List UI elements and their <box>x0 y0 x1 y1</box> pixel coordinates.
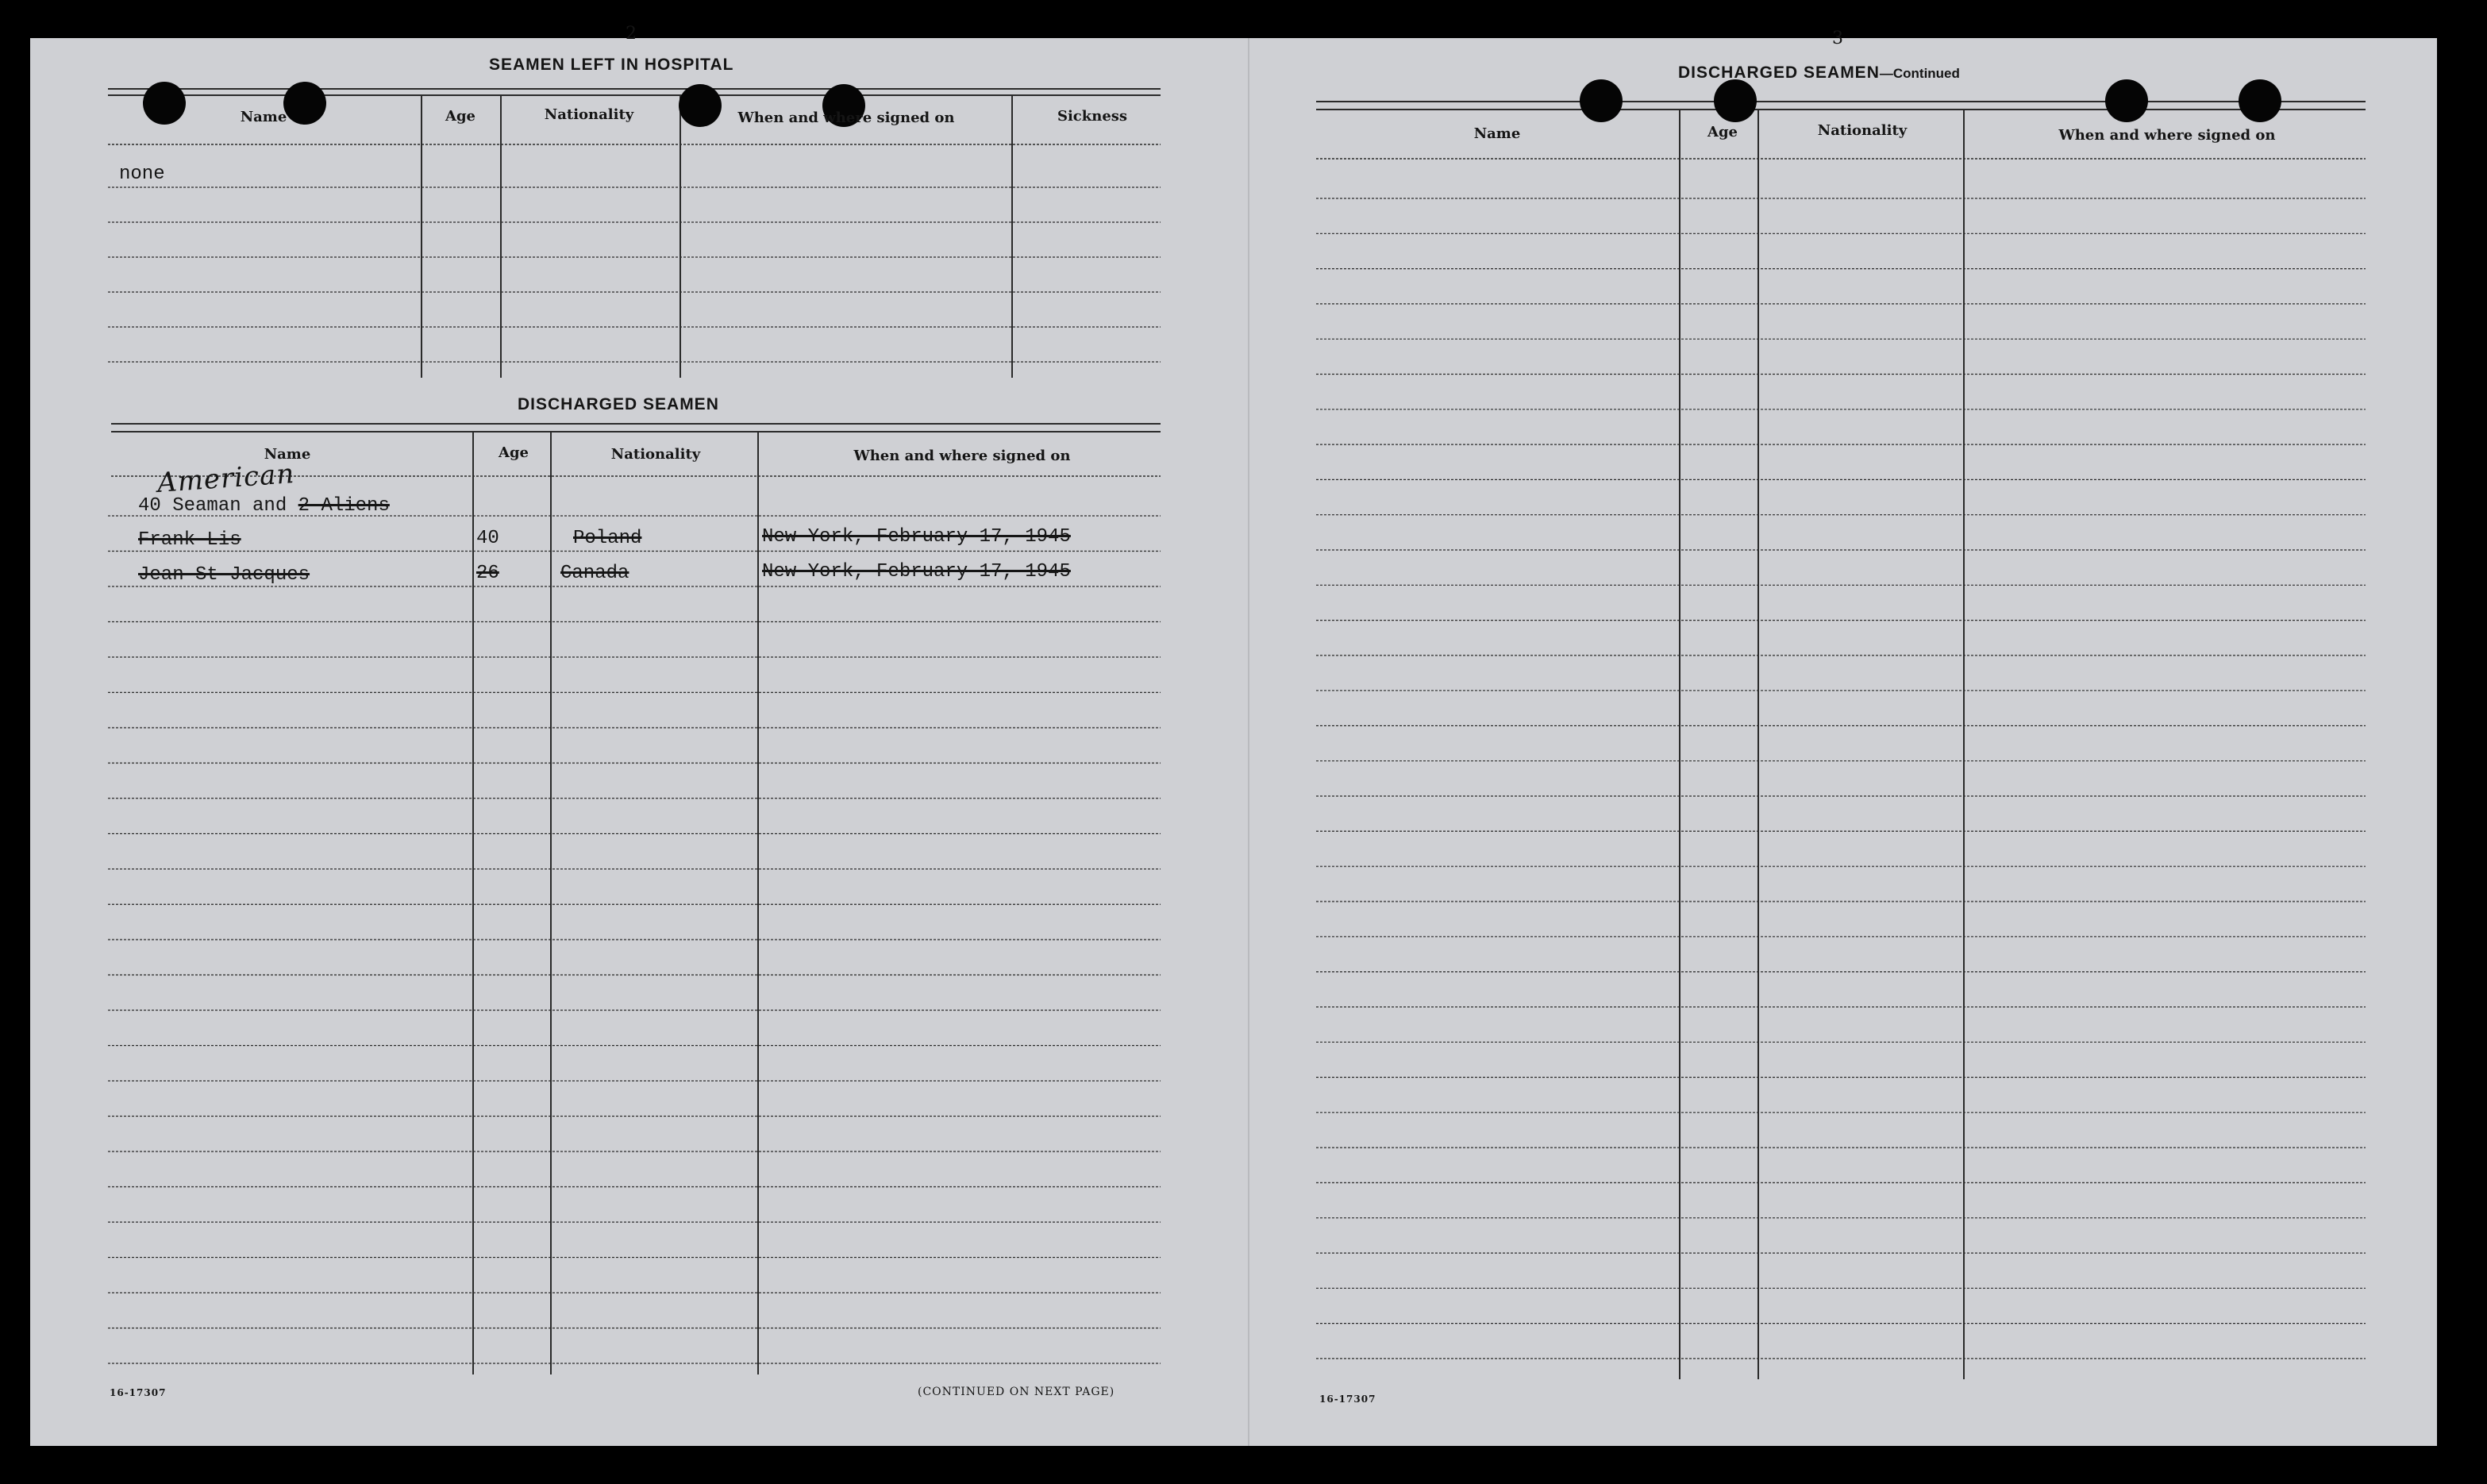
seaman-age: 40 <box>476 528 499 549</box>
column-header-name: Name <box>264 446 311 463</box>
column-header-nationality: Nationality <box>610 446 701 463</box>
column-header-name: Name <box>240 109 287 125</box>
handwritten-note: American <box>156 458 296 499</box>
form-code: 16-17307 <box>110 1387 167 1398</box>
column-header-when-where: When and where signed on <box>2058 127 2276 144</box>
column-header-sickness: Sickness <box>1057 108 1128 125</box>
column-header-age: Age <box>1707 124 1738 140</box>
punch-hole <box>143 82 186 125</box>
continued-note: (CONTINUED ON NEXT PAGE) <box>918 1386 1115 1398</box>
page-number: 2 <box>626 24 637 44</box>
column-header-name: Name <box>1473 125 1521 142</box>
punch-hole <box>1580 79 1623 122</box>
seaman-nationality: Canada <box>560 563 629 584</box>
crew-summary <box>138 495 390 517</box>
seaman-signed-on: New York, February 17, 1945 <box>762 526 1071 548</box>
punch-hole <box>1714 79 1757 122</box>
section-title <box>1678 63 1960 83</box>
column-header-age: Age <box>445 108 476 125</box>
column-header-nationality: Nationality <box>544 106 634 123</box>
seaman-nationality: Poland <box>573 528 642 549</box>
seaman-age: 26 <box>476 563 499 584</box>
crew-summary-prefix: 40 Seaman and <box>138 495 287 517</box>
punch-hole <box>283 82 326 125</box>
section-title-main: DISCHARGED SEAMEN <box>1678 63 1880 82</box>
punch-hole <box>679 84 722 127</box>
punch-hole <box>2105 79 2148 122</box>
column-header-when-where: When and where signed on <box>853 448 1071 464</box>
seaman-name: Jean St Jacques <box>138 564 310 586</box>
form-code: 16-17307 <box>1319 1394 1376 1405</box>
seaman-name: Frank Lis <box>138 529 241 551</box>
section-title: DISCHARGED SEAMEN <box>518 395 719 413</box>
section-title: SEAMEN LEFT IN HOSPITAL <box>489 56 734 74</box>
crew-summary-struck: 2 Aliens <box>298 495 390 517</box>
section-title-suffix: —Continued <box>1879 66 1960 81</box>
punch-hole <box>2239 79 2281 122</box>
column-header-nationality: Nationality <box>1817 122 1908 139</box>
hospital-entry: none <box>119 163 165 185</box>
seaman-signed-on: New York, February 17, 1945 <box>762 561 1071 582</box>
column-header-age: Age <box>498 444 529 461</box>
column-header-when-where: When and where signed on <box>737 110 955 126</box>
page-number: 3 <box>1832 29 1843 48</box>
